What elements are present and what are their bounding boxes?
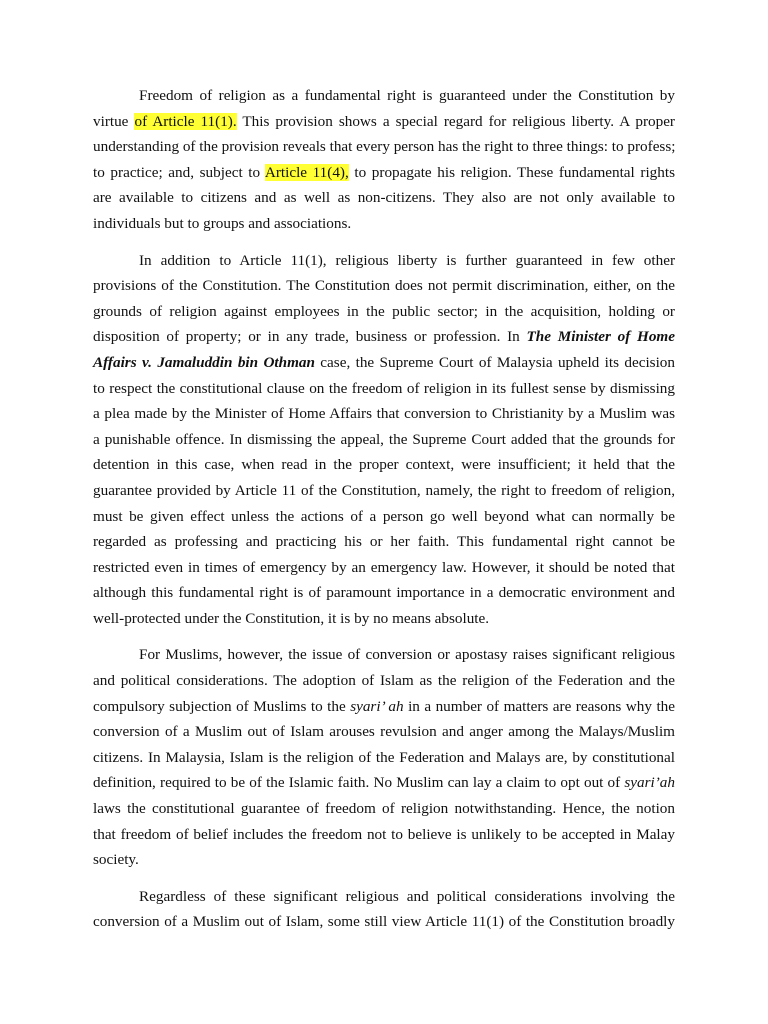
text-line [93,427,675,453]
text-line [93,452,675,478]
paragraph [93,642,675,872]
text-run: compulsory subjection of Muslims to the [93,697,351,715]
text-run: understanding of the provision reveals that every person has the right to three things: to profess; [93,138,676,156]
text-run: definition, required to be of the Islamic faith. No Muslim can lay a claim to opt out of [93,774,625,792]
paragraph-gap [93,237,675,248]
paragraph-gap [93,873,675,884]
text-run: that freedom of belief includes the freedom not to believe is unlikely to be accepted in Malay [93,825,675,843]
text-line [93,273,675,299]
text-line [93,211,675,237]
case-name: Affairs v. Jamaluddin bin Othman [93,353,315,371]
text-line [93,376,675,402]
text-run: For Muslims, however, the issue of conversion or apostasy raises significant religious [139,646,675,664]
text-run: virtue [93,112,135,130]
text-run: society. [93,851,139,869]
text-run: case, the Supreme Court of Malaysia upheld its decision [314,353,675,371]
text-run: Regardless of these significant religious and political considerations involving the [139,887,675,905]
text-line [93,847,675,873]
text-run: must be given effect unless the actions of a person go well beyond what can normally be [93,507,675,525]
text-run: to respect the constitutional clause on the freedom of religion in its fullest sense by dismissing [93,379,675,397]
text-line [93,529,675,555]
text-run: restricted even in times of emergency by an emergency law. However, it should be noted that [93,558,675,576]
text-run: a plea made by the Minister of Home Affairs that conversion to Christianity by a Muslim was [93,405,675,423]
text-run: disposition of property; or in any trade, business or profession. In [93,328,527,346]
text-run: grounds of religion against employees in the public sector; in the acquisition, holding or [93,302,675,320]
paragraph [93,248,675,632]
text-line [93,160,675,186]
text-run: guarantee provided by Article 11 of the Constitution, namely, the right to freedom of religion, [93,481,675,499]
text-run: This provision shows a special regard for religious liberty. A proper [236,112,675,130]
text-run: conversion of a Muslim out of Islam arouses revulsion and anger among the Malays/Muslim [93,723,675,741]
text-run: provisions of the Constitution. The Constitution does not permit discrimination, either, on the [93,277,675,295]
text-line [93,796,675,822]
text-run: a punishable offence. In dismissing the appeal, the Supreme Court added that the grounds for [93,430,675,448]
text-run: Freedom of religion as a fundamental right is guaranteed under the Constitution by [139,87,675,104]
text-run: to practice; and, subject to [93,163,265,181]
text-run: regarded as professing and practicing his or her faith. This fundamental right cannot be [93,533,675,551]
text-line [93,719,675,745]
text-line [93,350,675,376]
italic-term: syari’ ah [350,697,404,715]
text-line [93,185,675,211]
text-line [93,822,675,848]
text-line [93,909,675,935]
text-line [93,770,675,796]
highlighted-reference: of Article 11(1). [134,112,237,130]
text-line [93,109,675,135]
text-line [93,299,675,325]
text-run: to propagate his religion. These fundamental rights [348,163,675,181]
text-line [93,248,675,274]
text-line [93,504,675,530]
text-run: laws the constitutional guarantee of freedom of religion notwithstanding. Hence, the notion [93,800,675,818]
text-run: well-protected under the Constitution, it is by no means absolute. [93,609,490,627]
text-line [93,668,675,694]
text-run: in a number of matters are reasons why the [403,697,675,715]
italic-term: syari’ah [624,774,675,792]
text-line [93,884,675,910]
text-run: conversion of a Muslim out of Islam, some still view Article 11(1) of the Constitution broadly [93,913,675,931]
text-run: citizens. In Malaysia, Islam is the religion of the Federation and Malays are, by constitutional [93,748,675,766]
text-line [93,324,675,350]
document-page [93,83,675,935]
highlighted-reference: Article 11(4), [264,163,349,181]
text-line [93,83,675,109]
text-run: are available to citizens and as well as non-citizens. They also are not only available to [93,189,675,207]
text-line [93,606,675,632]
text-run: In addition to Article 11(1), religious liberty is further guaranteed in few other [139,251,675,269]
text-line [93,134,675,160]
text-line [93,580,675,606]
text-line [93,401,675,427]
text-run: although this fundamental right is of paramount importance in a democratic environment and [93,584,675,602]
text-line [93,694,675,720]
text-line [93,745,675,771]
paragraph-gap [93,631,675,642]
text-run: individuals but to groups and associations. [93,214,352,232]
case-name: The Minister of Home [526,328,675,346]
text-run: and political considerations. The adoption of Islam as the religion of the Federation and the [93,672,675,690]
text-run: detention in this case, when read in the proper context, were insufficient; it held that the [93,456,675,474]
text-line [93,478,675,504]
text-line [93,555,675,581]
paragraph [93,884,675,935]
paragraph [93,83,675,237]
text-line [93,642,675,668]
